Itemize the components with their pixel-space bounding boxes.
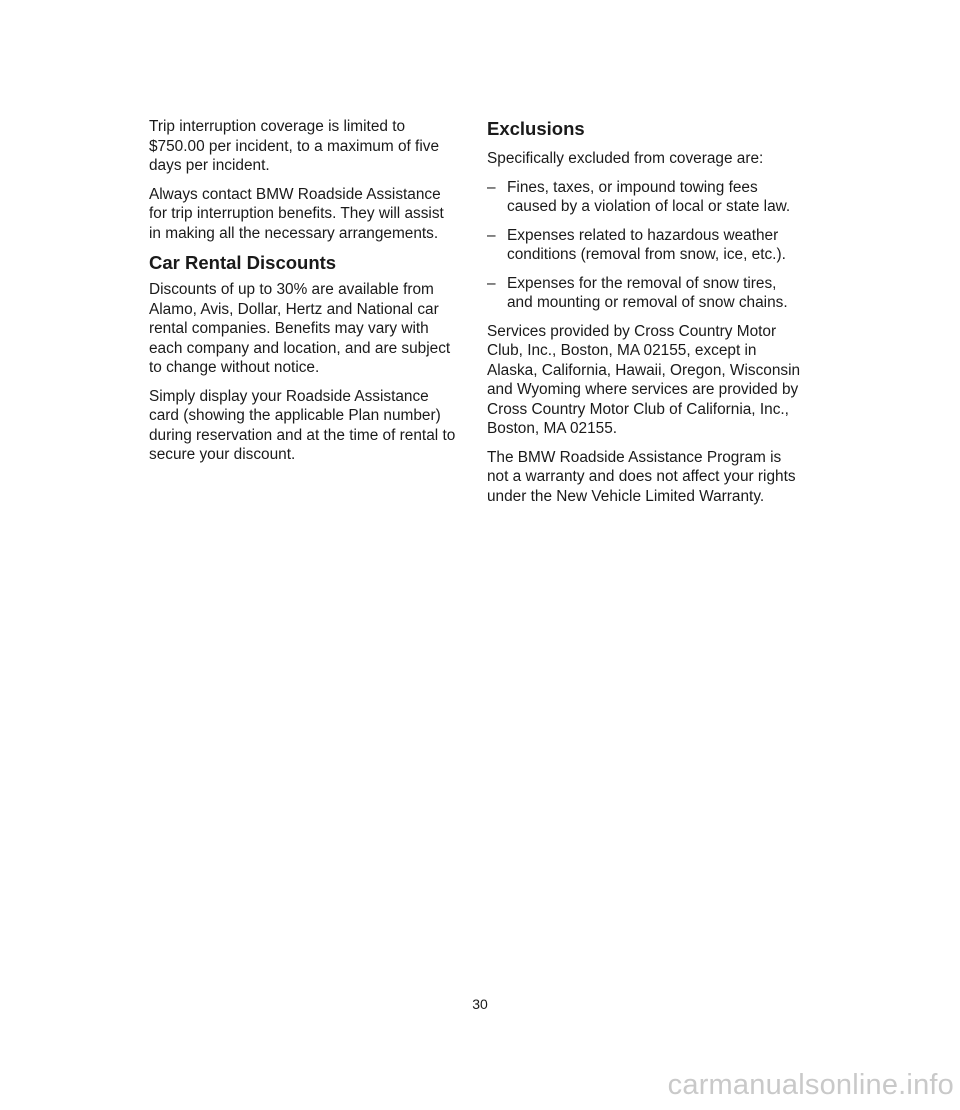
- exclusion-fines-text: Fines, taxes, or impound towing fees caused by a violation of local or state law.: [507, 178, 791, 215]
- contact-assistance-text: Always contact BMW Roadside Assistance for trip interruption benefits. They will assist in making all the necessary arrangements.: [149, 185, 444, 242]
- list-item: [487, 178, 802, 217]
- watermark: carmanualsonline.info: [667, 1069, 954, 1101]
- exclusions-list: [487, 178, 802, 313]
- display-card-text: Simply display your Roadside Assistance card (showing the applicable Plan number) during reservation and at the time of rental to secure your discount.: [149, 387, 456, 463]
- dash-bullet: –: [487, 226, 496, 244]
- exclusion-weather-text: Expenses related to hazardous weather conditions (removal from snow, ice, etc.).: [507, 226, 786, 263]
- exclusions-heading: Exclusions: [487, 118, 585, 139]
- right-column: [487, 118, 802, 515]
- discounts-available-text: Discounts of up to 30% are available from Alamo, Avis, Dollar, Hertz and National car rental companies. Benefits may vary with each company and location, and are subject to change without notice.: [149, 281, 451, 376]
- page-number: 30: [472, 996, 488, 1012]
- list-item: [487, 226, 802, 265]
- trip-interruption-limit-text: Trip interruption coverage is limited to $750.00 per incident, to a maximum of five days per incident.: [149, 118, 440, 174]
- warranty-disclaimer-text: The BMW Roadside Assistance Program is not a warranty and does not affect your rights under the New Vehicle Limited Warranty.: [487, 448, 796, 505]
- services-provider-text: Services provided by Cross Country Motor Club, Inc., Boston, MA 02155, except in Alaska, California, Hawaii, Oregon, Wisconsin and Wyoming where services are provided by Cross Country Motor Club of California, Inc., Boston, MA 02155.: [487, 322, 801, 437]
- left-column: [149, 117, 459, 474]
- list-item: [487, 274, 802, 313]
- exclusions-intro-text: Specifically excluded from coverage are:: [487, 150, 764, 167]
- exclusion-snow-text: Expenses for the removal of snow tires, and mounting or removal of snow chains.: [507, 274, 788, 311]
- dash-bullet: –: [487, 274, 496, 292]
- dash-bullet: –: [487, 178, 496, 196]
- car-rental-discounts-heading: Car Rental Discounts: [149, 252, 337, 273]
